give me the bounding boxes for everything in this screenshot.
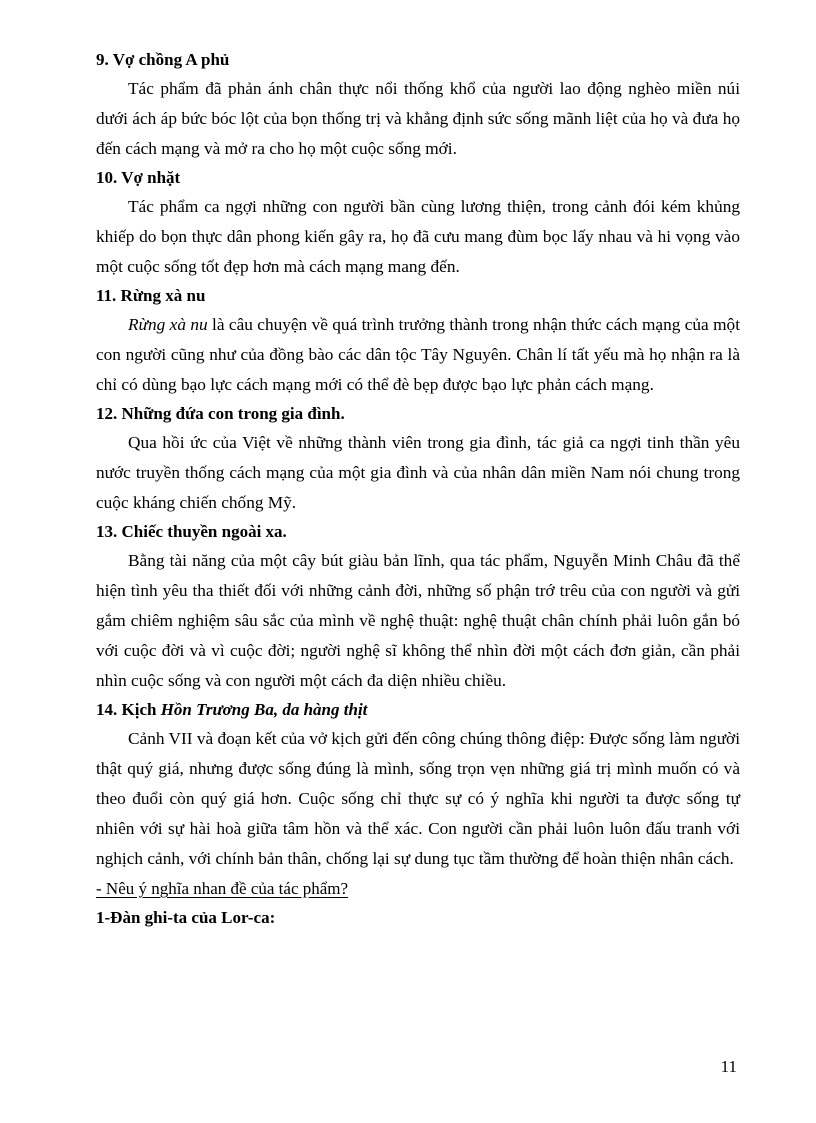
section-text-13: Bằng tài năng của một cây bút giàu bản lĩnh, qua tác phẩm, Nguyễn Minh Châu đã thể hiện tình yêu tha thiết đối với những cảnh đời, những số phận trớ trêu của con người và gửi gắm chiêm nghiệm sâu sắc của mình về nghệ thuật: nghệ thuật chân chính phải luôn gắn bó với cuộc đời và vì cuộc đời; người nghệ sĩ không thể nhìn đời một cách đơn giản, cần phải nhìn cuộc sống và con người một cách đa diện nhiều chiều. <box>96 551 740 690</box>
section-text-12: Qua hồi ức của Việt về những thành viên trong gia đình, tác giả ca ngợi tinh thần yêu nước truyền thống cách mạng của một gia đình và của nhân dân miền Nam nói chung trong cuộc kháng chiến chống Mỹ. <box>96 433 740 512</box>
section-text-11 <box>96 310 740 400</box>
section-text-10: Tác phẩm ca ngợi những con người bần cùng lương thiện, trong cảnh đói kém khủng khiếp do bọn thực dân phong kiến gây ra, họ đã cưu mang đùm bọc lấy nhau và hi vọng vào một cuộc sống tốt đẹp hơn mà cách mạng mang đến. <box>96 197 740 276</box>
section-heading-14-title: Hồn Trương Ba, da hàng thịt <box>160 700 368 719</box>
section-heading-14 <box>96 696 740 724</box>
subheading: 1-Đàn ghi-ta của Lor-ca: <box>96 908 276 927</box>
section-heading-10: 10. Vợ nhặt <box>96 168 181 187</box>
page-number: 11 <box>720 1057 737 1076</box>
section-heading-14-prefix: 14. Kịch <box>96 700 161 719</box>
section-heading-11: 11. Rừng xà nu <box>96 286 206 305</box>
section-heading-9: 9. Vợ chồng A phủ <box>96 50 230 69</box>
section-text-14: Cảnh VII và đoạn kết của vở kịch gửi đến công chúng thông điệp: Được sống làm người thật quý giá, nhưng được sống đúng là mình, sống trọn vẹn những giá trị mình muốn có và theo đuổi còn quý giá hơn. Cuộc sống chỉ thực sự có ý nghĩa khi người ta được sống tự nhiên với sự hài hoà giữa tâm hồn và thể xác. Con người cần phải luôn luôn đấu tranh với nghịch cảnh, với chính bản thân, chống lại sự dung tục tầm thường để hoàn thiện nhân cách. <box>96 729 740 868</box>
section-text-11-italic: Rừng xà nu <box>128 315 208 334</box>
question-prompt: - Nêu ý nghĩa nhan đề của tác phẩm? <box>96 879 349 898</box>
section-heading-13: 13. Chiếc thuyền ngoài xa. <box>96 522 287 541</box>
section-heading-12: 12. Những đứa con trong gia đình. <box>96 404 345 423</box>
page-content <box>96 46 740 932</box>
section-text-11-rest: là câu chuyện về quá trình trưởng thành trong nhận thức cách mạng của một con người cũng như của đồng bào các dân tộc Tây Nguyên. Chân lí tất yếu mà họ nhận ra là chỉ có dùng bạo lực cách mạng mới có thể đè bẹp được bạo lực phản cách mạng. <box>96 315 741 394</box>
section-text-9: Tác phẩm đã phản ánh chân thực nổi thống khổ của người lao động nghèo miền núi dưới ách áp bức bóc lột của bọn thống trị và khẳng định sức sống mãnh liệt của họ và đưa họ đến cách mạng và mở ra cho họ một cuộc sống mới. <box>96 79 740 158</box>
